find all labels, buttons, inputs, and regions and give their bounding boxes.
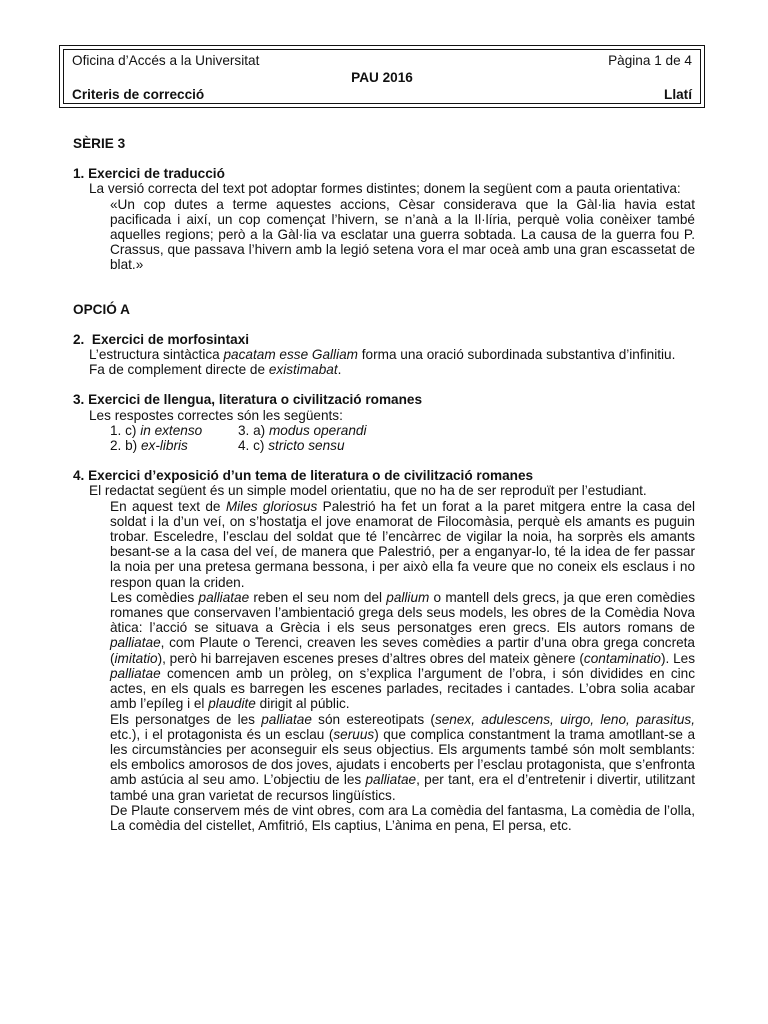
ex1-translation: «Un cop dutes a terme aquestes accions, Cèsar considerava que la Gàl·lia havia estat pacificada i així, un cop començat l’hivern, se n’anà a la Il·líria, perquè volia conèixer també aquelles regions; però a la Gàl·lia va esclatar una guerra sobtada. La causa de la guerra fou P. Crassus, que passava l’hivern amb la legió setena vora el mar oceà amb una gran escassetat de blat.» (110, 196, 695, 273)
office-name: Oficina d’Accés a la Universitat (72, 53, 260, 68)
answer-1: 1. c) in extenso (110, 422, 203, 438)
option-heading: OPCIÓ A (73, 301, 130, 317)
ex2-title: 2. Exercici de morfosintaxi (73, 331, 250, 347)
ex1-title: 1. Exercici de traducció (73, 166, 225, 182)
ex2-line2: Fa de complement directe de existimabat. (89, 362, 342, 378)
page-number: Pàgina 1 de 4 (608, 53, 692, 68)
answer-3: 3. a) modus operandi (238, 422, 367, 438)
ex4-intro: El redactat següent és un simple model orientatiu, que no ha de ser reproduït per l’estudiant. (89, 483, 647, 499)
ex3-intro: Les respostes correctes són les següents: (89, 407, 343, 423)
subject-name: Llatí (664, 87, 692, 102)
page-header (59, 45, 705, 108)
ex4-paragraph-4: De Plaute conservem més de vint obres, com ara La comèdia del fantasma, La comèdia de l’olla, La comèdia del cistellet, Amfitrió, Els captius, L’ànima en pena, El persa, etc. (110, 802, 695, 833)
criteria-title: Criteris de correcció (72, 87, 205, 102)
ex4-paragraph-2: Les comèdies palliatae reben el seu nom del pallium o mantell dels grecs, ja que eren comèdies romanes que conservaven l’ambientació grega dels seus models, les obres de la Comèdia Nova àtica: l’acció se situava a Grècia i els seus personatges eren grecs. Els autors romans de palliatae, com Plaute o Terenci, creaven les seves comèdies a partir d’una obra grega concreta (imitatio), però hi barrejaven escenes preses d’altres obres del mateix gènere (contaminatio). Les palliatae comencen amb un pròleg, on s’explica l’argument de l’obra, i són dividides en cinc actes, en els quals es barregen les escenes parlades, recitades i cantades. L’obra solia acabar amb l’epíleg i el plaudite dirigit al públic. (110, 589, 695, 712)
ex3-answers (73, 423, 695, 453)
ex2-line1: L’estructura sintàctica pacatam esse Galliam forma una oració subordinada substantiva d’infinitiu. (89, 347, 676, 363)
answer-2: 2. b) ex-libris (110, 438, 188, 454)
ex4-title: 4. Exercici d’exposició d’un tema de literatura o de civilització romanes (73, 468, 534, 484)
answer-4: 4. c) stricto sensu (238, 438, 345, 454)
ex1-intro: La versió correcta del text pot adoptar formes distintes; donem la següent com a pauta orientativa: (89, 181, 681, 197)
ex4-paragraph-3: Els personatges de les palliatae són estereotipats (senex, adulescens, uirgo, leno, parasitus, etc.), i el protagonista és un esclau (seruus) que complica constantment la trama amotllant-se a les circumstàncies per aconseguir els seus objectius. Els arguments també són molt semblants: els embolics amorosos de dos joves, ajudats i encoberts per l’esclau protagonista, que s’enfronta amb astúcia al seu amo. L’objectiu de les palliatae, per tant, era el d’entretenir i divertir, utilitzant també una gran varietat de recursos lingüístics. (110, 711, 696, 803)
serie-heading: SÈRIE 3 (73, 136, 126, 151)
document-body (73, 136, 695, 833)
ex3-title: 3. Exercici de llengua, literatura o civilització romanes (73, 392, 423, 408)
exam-title: PAU 2016 (351, 70, 413, 85)
ex4-paragraph-1: En aquest text de Miles gloriosus Palestrió ha fet un forat a la paret mitgera entre la casa del soldat i la d’un veí, on s’hostatja el jove enamorat de Filocomàsia, perquè els amants es puguin trobar. Esceledre, l’esclau del soldat que té l’encàrrec de vigilar la noia, ha sorprès els amants besant-se a la casa del veí, de manera que Palestrió, per a enganyar-lo, té la idea de fer passar la noia per una pretesa germana bessona, i per això ella fa veure que no coneix els esclaus i no respon quan la criden. (110, 498, 695, 590)
